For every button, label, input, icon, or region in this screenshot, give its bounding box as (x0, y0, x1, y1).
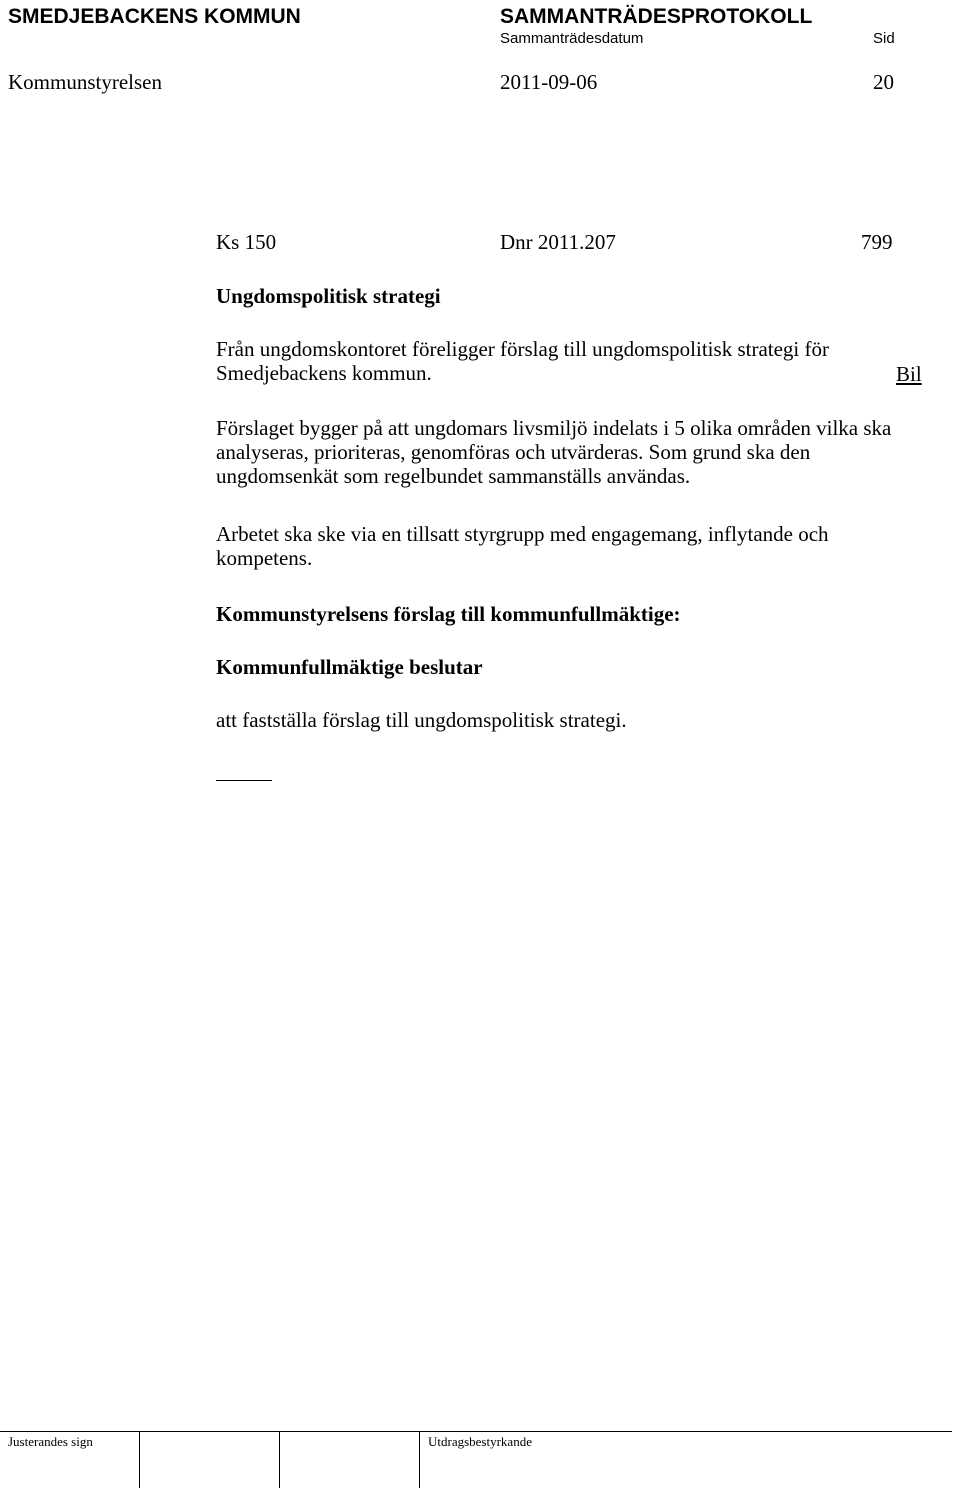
date-label: Sammanträdesdatum (500, 30, 644, 47)
case-title: Ungdomspolitisk strategi (216, 284, 441, 308)
paragraph-line: analyseras, prioriteras, genomföras och utvärderas. Som grund ska den (216, 440, 811, 464)
page-label: Sid (873, 30, 895, 47)
footer-rule (0, 1431, 952, 1432)
section-end-rule (216, 780, 272, 781)
case-number: Ks 150 (216, 230, 277, 254)
dnr-number: Dnr 2011.207 (500, 230, 616, 254)
paragraph-line: ungdomsenkät som regelbundet sammanställs användas. (216, 464, 691, 488)
document-type: SAMMANTRÄDESPROTOKOLL (500, 5, 813, 28)
footer-divider (419, 1432, 420, 1488)
paragraph-line: Förslaget bygger på att ungdomars livsmiljö indelats i 5 olika områden vilka ska (216, 416, 892, 440)
decision-heading: Kommunfullmäktige beslutar (216, 655, 483, 679)
case-code: 799 (861, 230, 893, 254)
committee-name: Kommunstyrelsen (8, 70, 162, 94)
certifier-label: Utdragsbestyrkande (428, 1434, 532, 1449)
paragraph-line: Arbetet ska ske via en tillsatt styrgrupp med engagemang, inflytande och (216, 522, 829, 546)
intro-line: Smedjebackens kommun. (216, 361, 432, 385)
paragraph-line: kompetens. (216, 546, 313, 570)
signer-label: Justerandes sign (8, 1434, 93, 1449)
decision-text: att fastställa förslag till ungdomspolitisk strategi. (216, 708, 627, 732)
meeting-date: 2011-09-06 (500, 70, 598, 94)
attachment-link[interactable]: Bil (896, 362, 922, 386)
footer-divider (139, 1432, 140, 1488)
paragraph-areas (216, 416, 956, 488)
proposal-heading: Kommunstyrelsens förslag till kommunfullmäktige: (216, 602, 681, 626)
organization-name: SMEDJEBACKENS KOMMUN (8, 5, 301, 28)
paragraph-steering-group (216, 522, 956, 570)
intro-paragraph (216, 337, 956, 385)
page-number: 20 (873, 70, 894, 94)
footer-divider (279, 1432, 280, 1488)
intro-line: Från ungdomskontoret föreligger förslag till ungdomspolitisk strategi för (216, 337, 829, 361)
